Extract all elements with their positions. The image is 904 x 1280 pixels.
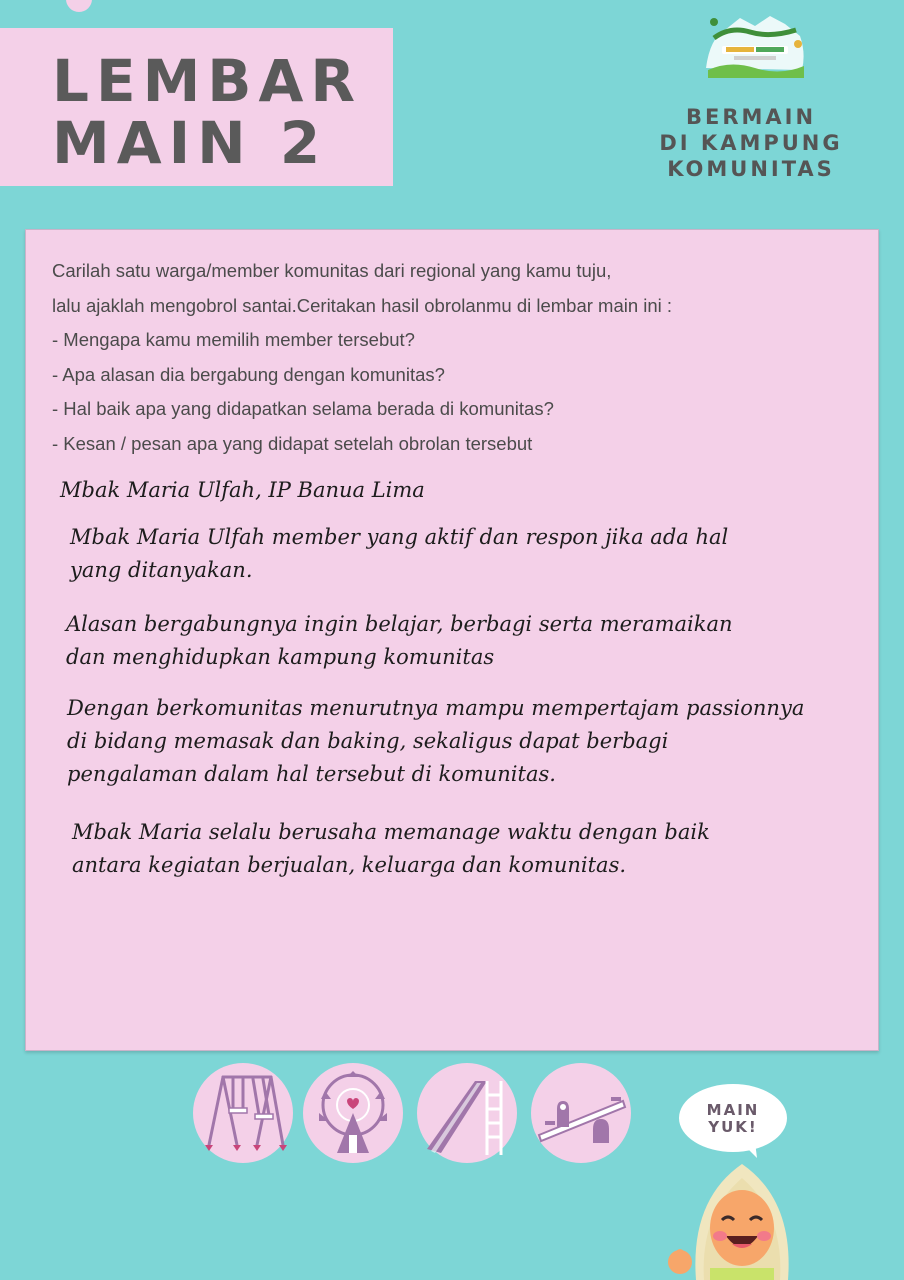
decorative-dot bbox=[66, 0, 92, 12]
instruction-line: - Hal baik apa yang didapatkan selama berada di komunitas? bbox=[52, 398, 554, 419]
member-name bbox=[60, 474, 425, 507]
bubble-line1: MAIN bbox=[706, 1101, 760, 1119]
instruction-line: - Mengapa kamu memilih member tersebut? bbox=[52, 329, 415, 350]
answer-paragraph-1 bbox=[70, 521, 728, 587]
theme-line1: BERMAIN bbox=[685, 105, 817, 129]
seesaw-circle bbox=[531, 1063, 631, 1163]
answer-line: antara kegiatan berjualan, keluarga dan komunitas. bbox=[72, 853, 627, 877]
theme-line2: DI KAMPUNG bbox=[659, 131, 843, 155]
page-title-line1: LEMBAR bbox=[52, 47, 363, 115]
answer-line: pengalaman dalam hal tersebut di komunitas. bbox=[67, 762, 556, 786]
mascot-icon bbox=[660, 1150, 820, 1280]
answer-paragraph-2 bbox=[66, 608, 733, 674]
answer-line: Alasan bergabungnya ingin belajar, berbagi serta meramaikan bbox=[66, 612, 733, 636]
answer-line: yang ditanyakan. bbox=[70, 558, 253, 582]
answer-line: Mbak Maria Ulfah member yang aktif dan respon jika ada hal bbox=[70, 525, 729, 549]
answer-paragraph-4 bbox=[72, 816, 710, 882]
event-logo-icon bbox=[700, 8, 810, 80]
answer-line: di bidang memasak dan baking, sekaligus dapat berbagi bbox=[67, 729, 669, 753]
instruction-line: - Kesan / pesan apa yang didapat setelah obrolan tersebut bbox=[52, 432, 533, 454]
ferris-wheel-icon bbox=[303, 1063, 403, 1163]
answer-line: Mbak Maria selalu berusaha memanage waktu dengan baik bbox=[72, 820, 710, 844]
swing-icon bbox=[193, 1063, 293, 1163]
instruction-line: - Apa alasan dia bergabung dengan komunitas? bbox=[52, 363, 445, 385]
slide-circle bbox=[417, 1063, 517, 1163]
slide-icon bbox=[417, 1063, 517, 1163]
theme-line3: KOMUNITAS bbox=[667, 157, 835, 181]
theme-heading bbox=[640, 104, 862, 182]
title-banner bbox=[0, 28, 393, 186]
answer-line: dan menghidupkan kampung komunitas bbox=[66, 645, 495, 669]
instruction-line: lalu ajaklah mengobrol santai.Ceritakan hasil obrolanmu di lembar main ini : bbox=[52, 294, 673, 316]
instructions bbox=[52, 254, 852, 461]
swing-circle bbox=[193, 1063, 293, 1163]
bubble-line2: YUK! bbox=[708, 1118, 758, 1136]
page-title-line2: MAIN 2 bbox=[52, 109, 328, 177]
answer-paragraph-3 bbox=[67, 692, 804, 791]
answer-line: Dengan berkomunitas menurutnya mampu mempertajam passionnya bbox=[67, 696, 805, 720]
instruction-line: Carilah satu warga/member komunitas dari regional yang kamu tuju, bbox=[52, 260, 612, 281]
ferris-wheel-circle bbox=[303, 1063, 403, 1163]
speech-bubble-text bbox=[677, 1102, 789, 1136]
member-name-text: Mbak Maria Ulfah, IP Banua Lima bbox=[60, 478, 425, 502]
seesaw-icon bbox=[531, 1063, 631, 1163]
